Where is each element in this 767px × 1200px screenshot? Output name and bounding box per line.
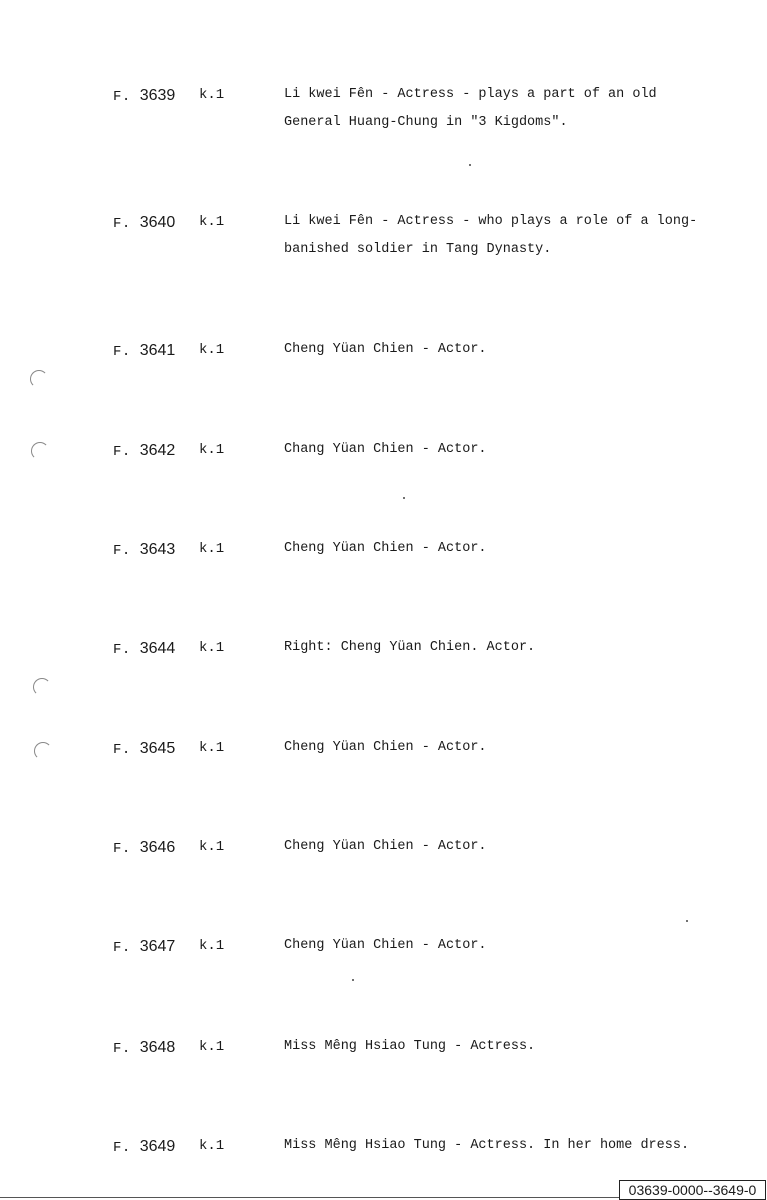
entry-description (284, 208, 697, 264)
description-line: Cheng Yüan Chien - Actor. (284, 740, 487, 755)
file-id: 3643 (139, 541, 176, 558)
file-number (113, 839, 175, 857)
roll-code: k.1 (199, 342, 225, 358)
description-line: Cheng Yüan Chien - Actor. (284, 938, 487, 953)
file-prefix: F. (113, 1041, 131, 1057)
file-number (113, 1138, 175, 1156)
file-prefix: F. (113, 841, 131, 857)
punch-hole-mark (30, 370, 48, 388)
roll-code: k.1 (199, 1138, 225, 1154)
file-number (113, 541, 175, 559)
file-id: 3642 (139, 442, 176, 459)
file-number (113, 938, 175, 956)
file-prefix: F. (113, 940, 131, 956)
entry-description (284, 833, 487, 861)
punch-hole-mark (33, 678, 51, 696)
file-number (113, 442, 175, 460)
file-id: 3640 (139, 214, 176, 231)
file-prefix: F. (113, 1140, 131, 1156)
file-id: 3644 (139, 640, 176, 657)
description-line: Li kwei Fên - Actress - who plays a role of a long- (284, 214, 698, 229)
description-line: Cheng Yüan Chien - Actor. (284, 541, 487, 556)
entry-description (284, 535, 487, 563)
description-line: banished soldier in Tang Dynasty. (284, 242, 552, 257)
roll-code: k.1 (199, 87, 225, 103)
entry-description (284, 634, 535, 662)
description-line: Cheng Yüan Chien - Actor. (284, 839, 487, 854)
file-id: 3649 (139, 1138, 176, 1155)
file-prefix: F. (113, 216, 131, 232)
entry-description (284, 81, 657, 137)
punch-hole-mark (34, 742, 52, 760)
description-line: Cheng Yüan Chien - Actor. (284, 342, 487, 357)
entry-description (284, 932, 487, 960)
file-number (113, 1039, 175, 1057)
roll-code: k.1 (199, 839, 225, 855)
file-number (113, 87, 175, 105)
description-line: Miss Mêng Hsiao Tung - Actress. (284, 1039, 536, 1054)
document-identifier: 03639-0000--3649-0 (619, 1180, 766, 1200)
file-prefix: F. (113, 444, 131, 460)
entry-description (284, 436, 487, 464)
file-id: 3639 (139, 87, 176, 104)
description-line: Miss Mêng Hsiao Tung - Actress. In her home dress. (284, 1138, 690, 1153)
scan-speck (352, 979, 354, 981)
file-prefix: F. (113, 742, 131, 758)
scan-speck (469, 164, 471, 166)
file-prefix: F. (113, 642, 131, 658)
entry-description (284, 336, 487, 364)
entry-description (284, 1132, 689, 1160)
roll-code: k.1 (199, 541, 225, 557)
roll-code: k.1 (199, 740, 225, 756)
description-line: Right: Cheng Yüan Chien. Actor. (284, 640, 536, 655)
file-prefix: F. (113, 89, 131, 105)
footer-rule (0, 1197, 620, 1198)
roll-code: k.1 (199, 640, 225, 656)
scan-speck (686, 920, 688, 922)
entry-description (284, 734, 487, 762)
description-line: General Huang-Chung in "3 Kigdoms". (284, 115, 568, 130)
file-prefix: F. (113, 543, 131, 559)
file-number (113, 740, 175, 758)
roll-code: k.1 (199, 938, 225, 954)
roll-code: k.1 (199, 442, 225, 458)
file-id: 3641 (139, 342, 176, 359)
entry-description (284, 1033, 535, 1061)
description-line: Chang Yüan Chien - Actor. (284, 442, 487, 457)
file-id: 3647 (139, 938, 176, 955)
file-number (113, 640, 175, 658)
file-number (113, 214, 175, 232)
roll-code: k.1 (199, 214, 225, 230)
scan-speck (403, 497, 405, 499)
roll-code: k.1 (199, 1039, 225, 1055)
file-prefix: F. (113, 344, 131, 360)
description-line: Li kwei Fên - Actress - plays a part of an old (284, 87, 657, 102)
punch-hole-mark (31, 442, 49, 460)
file-id: 3646 (139, 839, 176, 856)
file-id: 3648 (139, 1039, 176, 1056)
file-number (113, 342, 175, 360)
file-id: 3645 (139, 740, 176, 757)
